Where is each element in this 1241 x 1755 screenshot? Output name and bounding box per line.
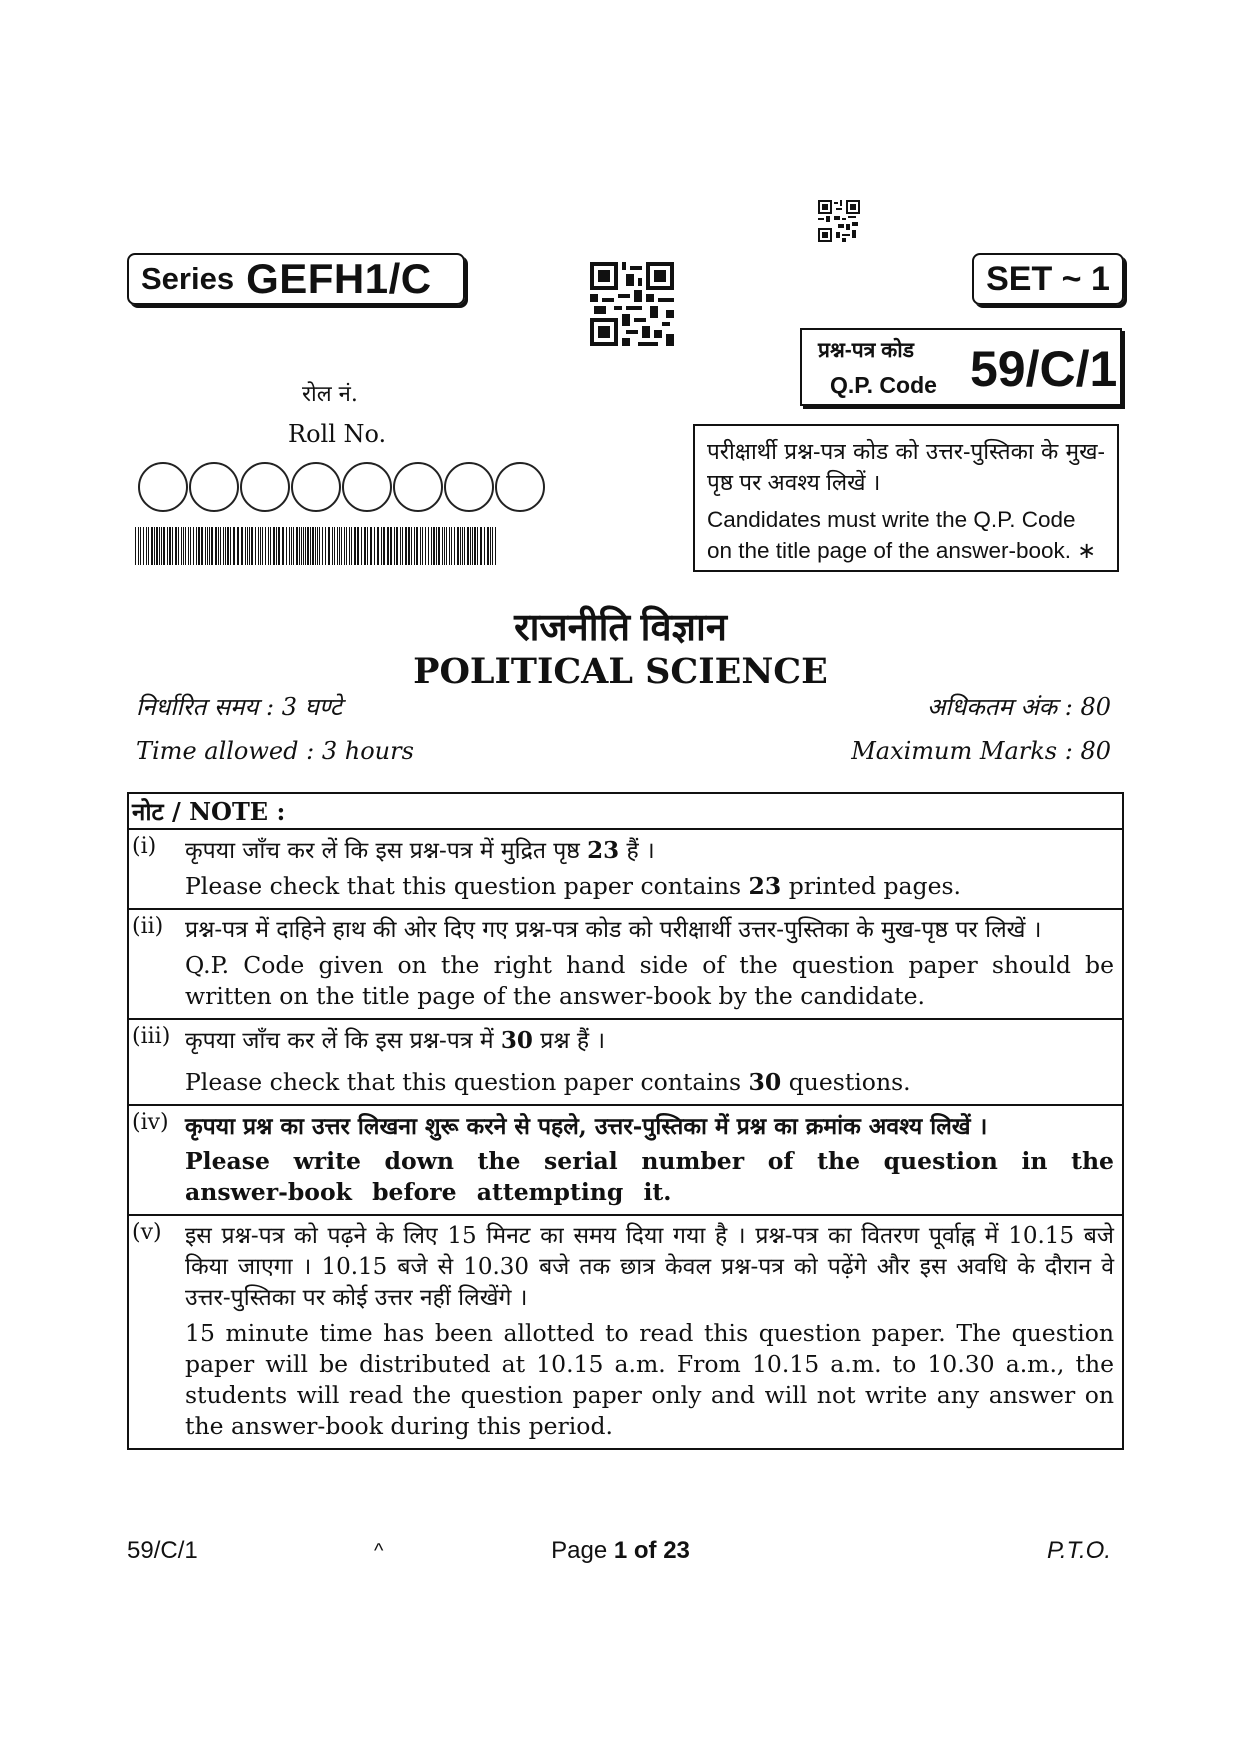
subject-title-hindi: राजनीति विज्ञान	[514, 607, 727, 649]
notes-table	[127, 792, 1124, 1450]
roll-digit-circle	[240, 462, 290, 512]
qp-code-label-hindi: प्रश्न-पत्र कोड	[818, 339, 914, 362]
note-text-hindi: इस प्रश्न-पत्र को पढ़ने के लिए 15 मिनट का समय दिया गया है । प्रश्न-पत्र का वितरण पूर्वाह्न में 10.15 बजे किया जाएगा । 10.15 बजे से 10.30 बजे तक छात्र केवल प्रश्न-पत्र को पढ़ेंगे और इस अवधि के दौरान वे उत्तर-पुस्तिका पर कोई उत्तर नहीं लिखेंगे ।	[185, 1223, 1114, 1311]
instruction-english: Candidates must write the Q.P. Code on the title page of the answer-book. ∗	[707, 507, 1097, 563]
roll-no-label: Roll No.	[288, 420, 387, 448]
instruction-hindi: परीक्षार्थी प्रश्न-पत्र कोड को उत्तर-पुस्तिका के मुख-पृष्ठ पर अवश्य लिखें ।	[707, 439, 1105, 495]
note-item	[129, 910, 1122, 1020]
note-text: Please check that this question paper contains 30 questions.	[185, 1068, 911, 1096]
note-number: (ii)	[132, 914, 164, 939]
roll-no-circles	[138, 462, 546, 512]
note-number: (iii)	[132, 1024, 171, 1049]
qp-instruction-box	[693, 424, 1119, 572]
footer-caret: ^	[374, 1540, 384, 1562]
note-text: Q.P. Code given on the right hand side of the question paper should be written on the title page of the answer-book by the candidate.	[185, 951, 1114, 1010]
pto-label: P.T.O.	[1046, 1537, 1111, 1564]
note-text-hindi: कृपया प्रश्न का उत्तर लिखना शुरू करने से पहले, उत्तर-पुस्तिका में प्रश्न का क्रमांक अवश्य लिखें ।	[185, 1113, 988, 1140]
qp-code-label: Q.P. Code	[830, 372, 937, 398]
note-item	[129, 1020, 1122, 1106]
note-text-hindi: प्रश्न-पत्र में दाहिने हाथ की ओर दिए गए प्रश्न-पत्र कोड को परीक्षार्थी उत्तर-पुस्तिका के मुख-पृष्ठ पर लिखें ।	[185, 917, 1042, 943]
roll-no-label-hindi: रोल नं.	[302, 382, 358, 407]
note-item	[129, 1216, 1122, 1448]
note-text: Please check that this question paper contains 23 printed pages.	[185, 872, 962, 900]
note-text-hindi: कृपया जाँच कर लें कि इस प्रश्न-पत्र में 30 प्रश्न हैं ।	[185, 1027, 606, 1054]
roll-digit-circle	[444, 462, 494, 512]
maximum-marks-hindi: अधिकतम अंक : 80	[926, 693, 1111, 721]
roll-digit-circle	[393, 462, 443, 512]
roll-digit-circle	[189, 462, 239, 512]
qr-code-small-icon	[818, 200, 860, 242]
series-label: Series	[141, 261, 235, 296]
roll-digit-circle	[342, 462, 392, 512]
note-number: (iv)	[132, 1110, 169, 1135]
note-text: Please write down the serial number of the question in the answer-book before attempting it.	[185, 1147, 1114, 1206]
qp-code-value: 59/C/1	[970, 341, 1118, 397]
maximum-marks: Maximum Marks : 80	[851, 737, 1111, 765]
qr-code-icon	[590, 262, 674, 346]
note-text-hindi: कृपया जाँच कर लें कि इस प्रश्न-पत्र में मुद्रित पृष्ठ 23 हैं ।	[185, 837, 655, 864]
barcode-icon	[135, 527, 500, 565]
footer-qp-code: 59/C/1	[127, 1537, 198, 1564]
note-item	[129, 830, 1122, 910]
roll-digit-circle	[291, 462, 341, 512]
notes-heading: नोट / NOTE :	[129, 794, 1122, 830]
time-allowed-hindi: निर्धारित समय : 3 घण्टे	[136, 693, 343, 721]
set-badge: SET ~ 1	[972, 253, 1124, 305]
subject-title: POLITICAL SCIENCE	[413, 651, 828, 692]
note-number: (i)	[132, 834, 157, 859]
time-allowed: Time allowed : 3 hours	[136, 737, 414, 765]
note-number: (v)	[132, 1220, 162, 1245]
series-box	[127, 253, 465, 305]
roll-digit-circle	[495, 462, 545, 512]
page-number: Page 1 of 23	[551, 1537, 690, 1564]
note-text: 15 minute time has been allotted to read this question paper. The question paper will be distributed at 10.15 a.m. From 10.15 a.m. to 10.30 a.m., the students will read the question paper only and will not write any answer on the answer-book during this period.	[185, 1319, 1114, 1440]
series-value: GEFH1/C	[246, 255, 432, 302]
note-item	[129, 1106, 1122, 1216]
roll-digit-circle	[138, 462, 188, 512]
qp-code-box	[800, 328, 1122, 406]
